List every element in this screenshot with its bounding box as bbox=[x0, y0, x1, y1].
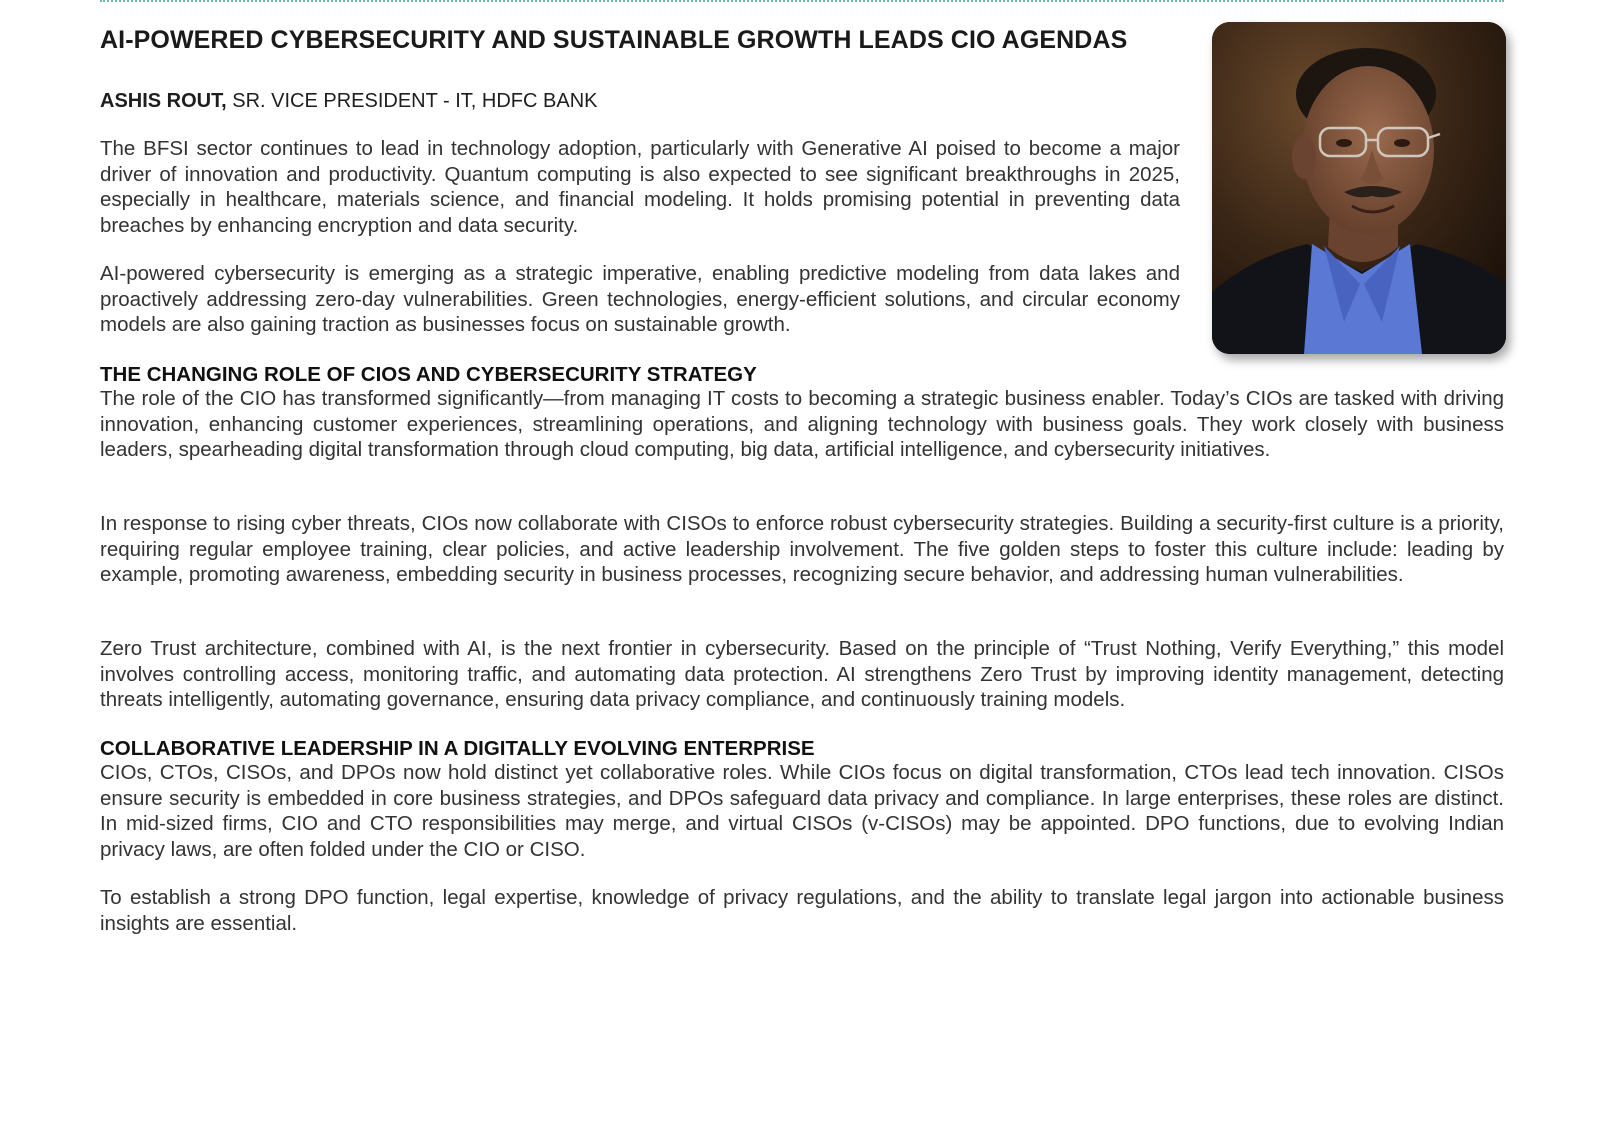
cio-role-paragraph-3: Zero Trust architecture, combined with AI, is the next frontier in cybersecurity. Based on the principle of “Trust Nothing, Verify Everything,” this model involves controlling access, monitoring traffic, and automating data protection. AI strengthens Zero Trust by improving identity management, detecting threats intelligently, automating governance, ensuring data privacy compliance, and continuously training models. bbox=[100, 637, 1504, 712]
leadership-paragraph-1: CIOs, CTOs, CISOs, and DPOs now hold distinct yet collaborative roles. While CIOs focus on digital transformation, CTOs lead tech innovation. CISOs ensure security is embedded in core business strategies, and DPOs safeguard data privacy and compliance. In large enterprises, these roles are distinct. In mid-sized firms, CIO and CTO responsibilities may merge, and virtual CISOs (v-CISOs) may be appointed. DPO functions, due to evolving Indian privacy laws, are often folded under the CIO or CISO. bbox=[100, 761, 1504, 861]
author-byline bbox=[100, 89, 598, 113]
cio-role-paragraph-2: In response to rising cyber threats, CIOs now collaborate with CISOs to enforce robust cybersecurity strategies. Building a security-first culture is a priority, requiring regular employee training, clear policies, and active leadership involvement. The five golden steps to foster this culture include: leading by example, promoting awareness, embedding security in business processes, recognizing secure behavior, and addressing human vulnerabilities. bbox=[100, 512, 1504, 587]
article-headline: AI-POWERED CYBERSECURITY AND SUSTAINABLE GROWTH LEADS CIO AGENDAS bbox=[100, 26, 1128, 54]
intro-paragraph-1: The BFSI sector continues to lead in technology adoption, particularly with Generative AI poised to become a major driver of innovation and productivity. Quantum computing is also expected to see significant breakthroughs in 2025, especially in healthcare, materials science, and financial modeling. It holds promising potential in preventing data breaches by enhancing encryption and data security. bbox=[100, 137, 1180, 237]
author-title: SR. VICE PRESIDENT - IT, HDFC BANK bbox=[226, 90, 598, 112]
top-dotted-rule bbox=[100, 0, 1504, 2]
author-portrait-photo bbox=[1212, 22, 1506, 354]
cio-role-paragraph-1: The role of the CIO has transformed significantly—from managing IT costs to becoming a strategic business enabler. Today’s CIOs are tasked with driving innovation, enhancing customer experiences, streamlining operations, and aligning technology with business goals. They work closely with business leaders, spearheading digital transformation through cloud computing, big data, artificial intelligence, and cybersecurity initiatives. bbox=[100, 387, 1504, 462]
leadership-paragraph-2: To establish a strong DPO function, legal expertise, knowledge of privacy regulations, and the ability to translate legal jargon into actionable business insights are essential. bbox=[100, 886, 1504, 935]
intro-paragraph-2: AI-powered cybersecurity is emerging as a strategic imperative, enabling predictive modeling from data lakes and proactively addressing zero-day vulnerabilities. Green technologies, energy-efficient solutions, and circular economy models are also gaining traction as businesses focus on sustainable growth. bbox=[100, 262, 1180, 337]
section-heading-collaborative-leadership: COLLABORATIVE LEADERSHIP IN A DIGITALLY EVOLVING ENTERPRISE bbox=[100, 737, 815, 760]
section-heading-cio-role: THE CHANGING ROLE OF CIOS AND CYBERSECURITY STRATEGY bbox=[100, 363, 757, 386]
author-name: ASHIS ROUT, bbox=[100, 90, 227, 112]
portrait-illustration bbox=[1212, 22, 1506, 354]
